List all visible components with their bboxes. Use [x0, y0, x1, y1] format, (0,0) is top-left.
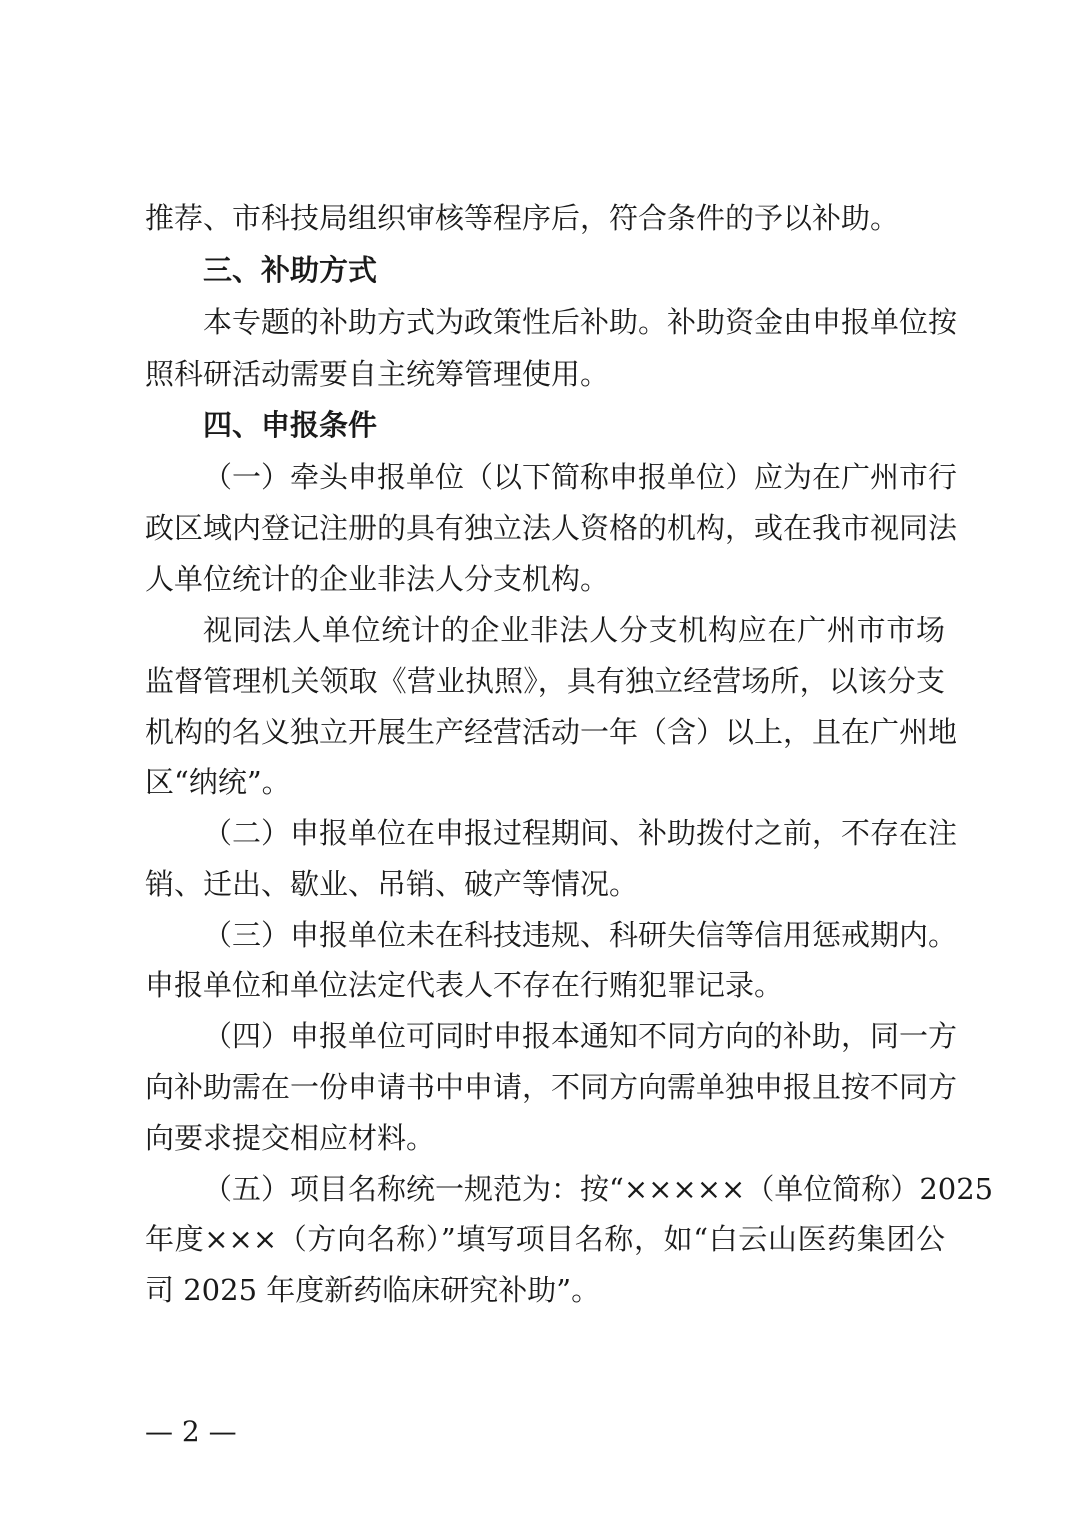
paragraph-line: 人单位统计的企业非法人分支机构。 — [145, 562, 610, 596]
paragraph-line: 向要求提交相应材料。 — [145, 1121, 436, 1155]
page-number: — 2 — — [145, 1415, 237, 1448]
paragraph-line: 机构的名义独立开展生产经营活动一年（含）以上，且在广州地 — [145, 715, 958, 749]
paragraph-line: 视同法人单位统计的企业非法人分支机构应在广州市市场 — [203, 613, 945, 647]
section-heading-application-conditions: 四、申报条件 — [203, 408, 378, 442]
paragraph-line: 政区域内登记注册的具有独立法人资格的机构，或在我市视同法 — [145, 511, 958, 545]
paragraph-line: 本专题的补助方式为政策性后补助。补助资金由申报单位按 — [203, 305, 958, 339]
section-heading-subsidy-method: 三、补助方式 — [203, 253, 378, 287]
paragraph-line: 推荐、市科技局组织审核等程序后，符合条件的予以补助。 — [145, 201, 900, 235]
paragraph-line: 销、迁出、歇业、吊销、破产等情况。 — [145, 867, 639, 901]
paragraph-line: （四）申报单位可同时申报本通知不同方向的补助，同一方 — [203, 1019, 958, 1053]
paragraph-line: 区“纳统”。 — [145, 765, 291, 799]
paragraph-line: 申报单位和单位法定代表人不存在行贿犯罪记录。 — [145, 968, 784, 1002]
paragraph-line: 照科研活动需要自主统筹管理使用。 — [145, 357, 610, 391]
paragraph-line: 年度×××（方向名称）”填写项目名称，如“白云山医药集团公 — [145, 1222, 945, 1256]
paragraph-line: 监督管理机关领取《营业执照》，具有独立经营场所，以该分支 — [145, 664, 945, 698]
paragraph-line: 司 2025 年度新药临床研究补助”。 — [145, 1273, 601, 1307]
paragraph-line: （五）项目名称统一规范为：按“×××××（单位简称）2025 — [203, 1172, 994, 1206]
paragraph-line: 向补助需在一份申请书中申请，不同方向需单独申报且按不同方 — [145, 1070, 958, 1104]
paragraph-line: （三）申报单位未在科技违规、科研失信等信用惩戒期内。 — [203, 918, 958, 952]
paragraph-line: （一）牵头申报单位（以下简称申报单位）应为在广州市行 — [203, 460, 958, 494]
paragraph-line: （二）申报单位在申报过程期间、补助拨付之前，不存在注 — [203, 816, 958, 850]
